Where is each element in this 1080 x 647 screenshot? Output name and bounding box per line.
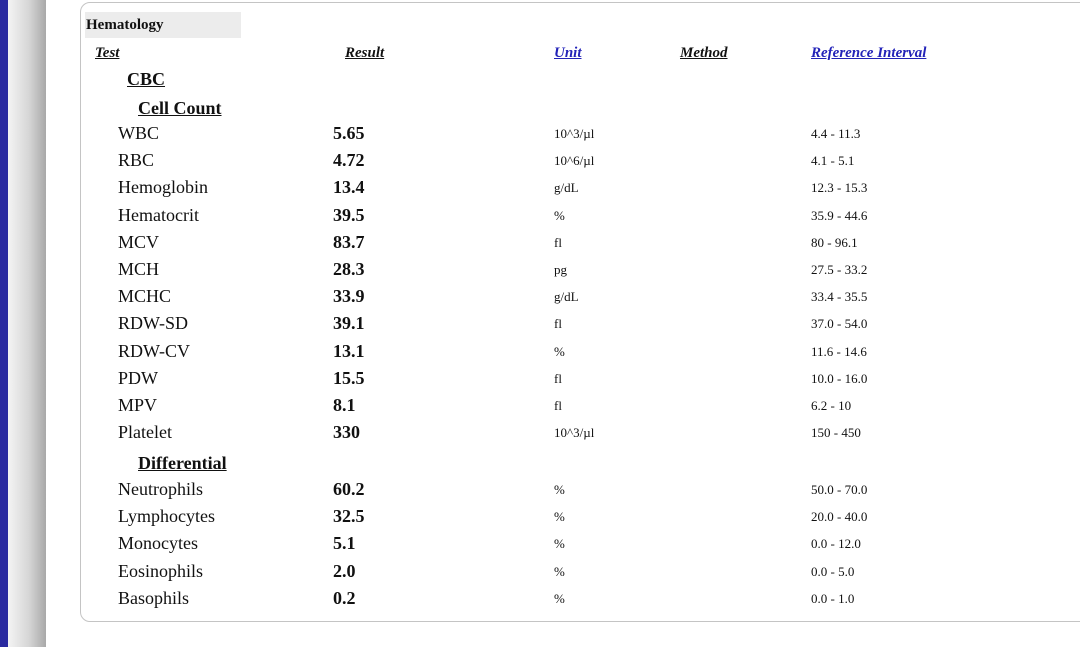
test-name: RBC [118,150,155,171]
column-header-unit-link[interactable]: Unit [554,45,582,61]
table-row [0,419,1080,446]
reference-interval: 12.3 - 15.3 [811,180,868,196]
table-row [0,585,1080,612]
test-name: Monocytes [118,533,198,554]
test-name: Hemoglobin [118,177,208,198]
reference-interval: 0.0 - 12.0 [811,536,861,552]
result-value: 13.4 [333,177,365,198]
reference-interval: 4.1 - 5.1 [811,153,855,169]
result-value: 39.5 [333,204,365,225]
unit-value: g/dL [554,289,579,305]
result-value: 13.1 [333,340,365,361]
test-name: Platelet [118,422,172,443]
table-row [0,503,1080,530]
test-name: MCHC [118,286,172,307]
result-value: 32.5 [333,506,365,527]
result-value: 330 [333,422,360,443]
test-name: MCV [118,231,160,252]
unit-value: % [554,563,565,579]
result-value: 39.1 [333,313,365,334]
unit-value: % [554,536,565,552]
unit-value: % [554,482,565,497]
result-value: 33.9 [333,286,365,307]
table-row [0,310,1080,337]
section-cbc: CBC [127,69,166,89]
reference-interval: 37.0 - 54.0 [811,316,868,332]
reference-interval: 150 - 450 [811,425,861,441]
unit-value: pg [554,262,567,277]
unit-value: fl [554,234,562,250]
result-value: 83.7 [333,231,365,252]
section-cell-count: Cell Count [138,98,222,118]
reference-interval: 33.4 - 35.5 [811,289,868,305]
test-name: Neutrophils [118,479,203,499]
reference-interval: 0.0 - 5.0 [811,563,855,579]
result-value: 15.5 [333,367,365,388]
table-row [0,229,1080,256]
table-row [0,147,1080,174]
column-header-reference-link[interactable]: Reference Interval [811,45,927,61]
test-name: RDW-SD [118,313,189,334]
unit-value: % [554,343,565,359]
unit-value: fl [554,370,562,386]
unit-value: 10^3/µl [554,425,595,441]
table-row [0,476,1080,503]
reference-interval: 20.0 - 40.0 [811,509,868,525]
reference-interval: 27.5 - 33.2 [811,262,868,277]
table-row [0,256,1080,283]
table-row [0,558,1080,585]
unit-value: 10^6/µl [554,153,595,169]
reference-interval: 4.4 - 11.3 [811,126,861,141]
test-name: MCH [118,259,160,279]
result-value: 0.2 [333,587,356,608]
reference-interval: 35.9 - 44.6 [811,207,868,223]
unit-value: g/dL [554,180,579,196]
test-name: Eosinophils [118,560,204,581]
column-header-result: Result [345,45,385,61]
test-name: Lymphocytes [118,506,215,527]
result-value: 60.2 [333,479,365,499]
reference-interval: 50.0 - 70.0 [811,482,868,497]
reference-interval: 80 - 96.1 [811,234,858,250]
section-differential: Differential [138,453,227,473]
result-value: 5.1 [333,533,356,554]
unit-value: fl [554,398,562,413]
reference-interval: 11.6 - 14.6 [811,343,867,359]
table-row [0,530,1080,557]
result-value: 28.3 [333,259,365,279]
result-value: 4.72 [333,150,365,171]
reference-interval: 6.2 - 10 [811,398,852,413]
test-name: WBC [118,123,160,143]
unit-value: % [554,590,565,606]
table-row [0,338,1080,365]
result-value: 2.0 [333,560,356,581]
unit-value: fl [554,316,562,332]
unit-value: % [554,207,565,223]
table-row [0,392,1080,419]
table-row [0,283,1080,310]
column-header-test: Test [95,45,120,61]
test-name: Basophils [118,587,190,608]
table-row [0,174,1080,201]
test-name: RDW-CV [118,340,190,361]
unit-value: 10^3/µl [554,126,595,141]
result-value: 5.65 [333,123,365,143]
reference-interval: 0.0 - 1.0 [811,590,855,606]
result-value: 8.1 [333,395,356,415]
table-row [0,120,1080,147]
test-name: MPV [118,395,158,415]
panel-title: Hematology [85,12,241,38]
table-row [0,365,1080,392]
test-name: Hematocrit [118,204,199,225]
test-name: PDW [118,367,158,388]
unit-value: % [554,509,565,525]
reference-interval: 10.0 - 16.0 [811,370,868,386]
table-row [0,202,1080,229]
column-header-method: Method [680,45,728,61]
